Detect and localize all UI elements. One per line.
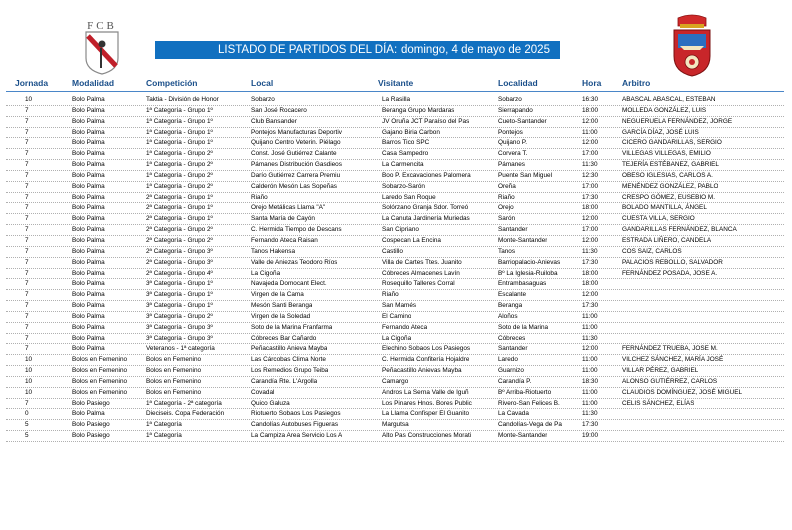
cell-hora: 12:00 — [582, 215, 598, 223]
cell-local: Orejo Metálicas Llama "A" — [251, 204, 326, 212]
cell-visitante: Camargo — [382, 377, 409, 385]
cell-arbitro: MOLLEDA GONZÁLEZ, LUIS — [622, 106, 707, 114]
cell-competicion: 3ª Categoría - Grupo 2º — [146, 312, 213, 320]
cell-modalidad: Bolo Palma — [72, 150, 105, 158]
cell-visitante: Castillo — [382, 247, 403, 255]
cell-visitante: San Cipriano — [382, 226, 419, 234]
cell-jornada: 10 — [25, 96, 33, 103]
cell-visitante: La Cigoña — [382, 334, 412, 342]
cell-jornada: 7 — [25, 399, 29, 407]
cell-hora: 12:30 — [582, 171, 598, 179]
cell-arbitro: VILLEGAS VILLEGAS, EMILIO — [622, 150, 711, 158]
header-arbitro: Arbitro — [622, 78, 651, 88]
cell-modalidad: Bolo Palma — [72, 236, 105, 244]
cell-jornada: 7 — [25, 280, 29, 288]
cell-competicion: 1ª Categoría — [146, 432, 182, 440]
cell-localidad: Santander — [498, 345, 528, 353]
cell-modalidad: Bolo Pasiego — [72, 421, 110, 429]
cell-hora: 11:00 — [582, 323, 598, 331]
cell-local: Navajeda Domocant Elect. — [251, 280, 327, 288]
cell-visitante: La Rasilla — [382, 96, 411, 103]
cell-localidad: Guarnizo — [498, 367, 524, 375]
cell-visitante: Peñacastillo Anievas Mayba — [382, 367, 462, 375]
cell-competicion: 1ª Categoría - Grupo 2º — [146, 150, 213, 158]
cell-jornada: 7 — [25, 182, 29, 190]
cell-local: Peñacastillo Anieva Mayba — [251, 345, 328, 353]
banner-date: domingo, 4 de mayo de 2025 — [401, 44, 550, 56]
table-row — [0, 214, 792, 225]
table-row — [0, 95, 792, 106]
cell-modalidad: Bolo Palma — [72, 269, 105, 277]
cell-local: Riotuerto Sobaos Los Pasiegos — [251, 410, 341, 418]
cell-localidad: Carandía P. — [498, 377, 532, 385]
cell-local: Tanos Hakensa — [251, 247, 296, 255]
cell-localidad: Sarón — [498, 215, 516, 223]
cell-local: Sobarzo — [251, 96, 275, 103]
cell-jornada: 7 — [25, 161, 29, 169]
table-row — [0, 290, 792, 301]
cell-local: Riaño — [251, 193, 268, 201]
cell-modalidad: Bolo Palma — [72, 106, 105, 114]
cell-modalidad: Bolo Palma — [72, 410, 105, 418]
cell-visitante: Sobarzo-Sarón — [382, 182, 425, 190]
table-row — [0, 203, 792, 214]
cell-arbitro: PALACIOS REBOLLO, SALVADOR — [622, 258, 723, 266]
cell-arbitro: COS SAIZ, CARLOS — [622, 247, 682, 255]
cell-competicion: 3ª Categoría - Grupo 1º — [146, 302, 213, 310]
cell-competicion: Bolos en Femenino — [146, 356, 202, 364]
cell-competicion: 1ª Categoría — [146, 421, 182, 429]
cell-localidad: Tanos — [498, 247, 516, 255]
cell-modalidad: Bolo Palma — [72, 345, 105, 353]
cell-jornada: 7 — [25, 139, 29, 147]
cell-localidad: Aloños — [498, 312, 518, 320]
cell-localidad: Corvera T. — [498, 150, 528, 158]
cell-hora: 17:00 — [582, 150, 598, 158]
cell-modalidad: Bolo Palma — [72, 128, 105, 136]
cell-localidad: Entrambasaguas — [498, 280, 547, 288]
cell-competicion: 1ª Categoría - Grupo 1º — [146, 117, 213, 125]
cell-visitante: Fernando Ateca — [382, 323, 428, 331]
cell-hora: 11:00 — [582, 128, 598, 136]
cell-jornada: 7 — [25, 312, 29, 320]
cell-hora: 17:30 — [582, 421, 598, 429]
cell-localidad: Santander — [498, 226, 528, 234]
table-row — [0, 236, 792, 247]
cell-jornada: 7 — [25, 236, 29, 244]
table-row — [0, 171, 792, 182]
cell-modalidad: Bolos en Femenino — [72, 388, 128, 396]
cell-jornada: 7 — [25, 247, 29, 255]
cell-local: Const. José Gutiérrez Calante — [251, 150, 337, 158]
cell-jornada: 7 — [25, 106, 29, 114]
cell-jornada: 7 — [25, 193, 29, 201]
cell-arbitro: CICERO GANDARILLAS, SERGIO — [622, 139, 722, 147]
cell-arbitro: ESTRADA LIÑERO, CANDELA — [622, 236, 712, 244]
cell-competicion: 1ª Categoría - Grupo 2º — [146, 171, 213, 179]
cell-localidad: Sierrapando — [498, 106, 533, 114]
cell-jornada: 10 — [25, 356, 33, 364]
cell-jornada: 7 — [25, 226, 29, 234]
cell-modalidad: Bolo Palma — [72, 96, 105, 103]
cell-local: Fernando Ateca Raisan — [251, 236, 318, 244]
cell-competicion: Veteranos - 1ª categoría — [146, 345, 215, 353]
cell-hora: 12:00 — [582, 236, 598, 244]
cell-jornada: 7 — [25, 345, 29, 353]
cell-arbitro: CELIS SÁNCHEZ, ELÍAS — [622, 399, 695, 407]
cell-competicion: 1ª Categoría - Grupo 1º — [146, 139, 213, 147]
cell-visitante: Laredo San Roque — [382, 193, 436, 201]
cell-visitante: C. Hermida Confitería Hojaldre — [382, 356, 470, 364]
cell-competicion: 2ª Categoría - Grupo 1º — [146, 204, 213, 212]
cell-visitante: La Llama Confisper El Guanito — [382, 410, 470, 418]
cell-localidad: Oreña — [498, 182, 516, 190]
cell-local: Darío Gutiérrez Carrera Premiu — [251, 171, 341, 179]
cell-hora: 12:00 — [582, 139, 598, 147]
cell-jornada: 7 — [25, 323, 29, 331]
title-banner — [155, 41, 560, 59]
table-row — [0, 138, 792, 149]
cell-modalidad: Bolos en Femenino — [72, 377, 128, 385]
cell-visitante: Gajano Biria Carbon — [382, 128, 440, 136]
cell-visitante: Margutsa — [382, 421, 409, 429]
cell-localidad: Bº La Iglesia-Ruiloba — [498, 269, 558, 277]
table-row — [0, 301, 792, 312]
cell-visitante: Rosequillo Talleres Corral — [382, 280, 455, 288]
cell-arbitro: GARCÍA DÍAZ, JOSÉ LUIS — [622, 128, 699, 136]
cell-modalidad: Bolo Palma — [72, 161, 105, 169]
cell-arbitro: VILCHEZ SÁNCHEZ, MARÍA JOSÉ — [622, 356, 724, 364]
cell-competicion: Bolos en Femenino — [146, 388, 202, 396]
svg-text:FCB: FCB — [87, 20, 117, 32]
cell-modalidad: Bolo Palma — [72, 193, 105, 201]
cell-arbitro: FERNÁNDEZ POSADA, JOSE A. — [622, 269, 718, 277]
table-row — [0, 269, 792, 280]
cell-local: La Cigoña — [251, 269, 281, 277]
cell-jornada: 10 — [25, 367, 33, 375]
cell-competicion: 2ª Categoría - Grupo 3º — [146, 247, 213, 255]
table-row — [0, 366, 792, 377]
cell-visitante: Alto Pas Construcciones Morati — [382, 432, 472, 440]
table-row — [0, 431, 792, 442]
cell-modalidad: Bolo Palma — [72, 226, 105, 234]
cell-jornada: 7 — [25, 258, 29, 266]
header-visitante: Visitante — [378, 78, 414, 88]
table-row — [0, 279, 792, 290]
cell-arbitro: FERNÁNDEZ TRUEBA, JOSE M. — [622, 345, 718, 353]
cell-hora: 12:00 — [582, 345, 598, 353]
cell-modalidad: Bolo Palma — [72, 302, 105, 310]
cell-modalidad: Bolo Palma — [72, 171, 105, 179]
cell-localidad: Beranga — [498, 302, 523, 310]
cell-competicion: 2ª Categoría - Grupo 1º — [146, 215, 213, 223]
cell-competicion: 1ª Categoría - Grupo 1º — [146, 128, 213, 136]
cell-modalidad: Bolo Palma — [72, 215, 105, 223]
cell-modalidad: Bolo Palma — [72, 258, 105, 266]
cell-localidad: Monte-Santander — [498, 236, 548, 244]
header-localidad: Localidad — [498, 78, 538, 88]
header-competicion: Competición — [146, 78, 198, 88]
cell-modalidad: Bolo Pasiego — [72, 399, 110, 407]
cell-modalidad: Bolo Palma — [72, 291, 105, 299]
cell-modalidad: Bolo Palma — [72, 139, 105, 147]
cell-hora: 17:30 — [582, 258, 598, 266]
cell-arbitro: GANDARILLAS FERNÁNDEZ, BLANCA — [622, 226, 737, 234]
cell-competicion: 1ª Categoría - Grupo 2º — [146, 161, 213, 169]
cell-hora: 17:30 — [582, 193, 598, 201]
cell-arbitro: ALONSO GUTIÉRREZ, CARLOS — [622, 377, 718, 385]
cell-jornada: 7 — [25, 117, 29, 125]
table-row — [0, 323, 792, 334]
cell-arbitro: OBESO IGLESIAS, CARLOS A. — [622, 171, 713, 179]
cell-modalidad: Bolo Palma — [72, 182, 105, 190]
cell-hora: 11:00 — [582, 356, 598, 364]
cell-localidad: Candolías-Vega de Pa — [498, 421, 562, 429]
header-hora: Hora — [582, 78, 602, 88]
cell-localidad: Quijano P. — [498, 139, 528, 147]
cell-localidad: Pámanes — [498, 161, 525, 169]
cell-local: Virgen de la Soledad — [251, 312, 311, 320]
cell-localidad: Sobarzo — [498, 96, 522, 103]
cell-hora: 11:30 — [582, 334, 598, 342]
cell-arbitro: TEJERÍA ESTÉBANEZ, GABRIEL — [622, 161, 719, 169]
cell-local: Quijano Centro Veterin. Piélago — [251, 139, 341, 147]
cell-visitante: Andros La Serna Valle de Iguñ — [382, 388, 469, 396]
cell-local: La Campiza Area Servicio Los A — [251, 432, 343, 440]
cell-competicion: 1ª Categoría - 2ª categoría — [146, 399, 222, 407]
cell-local: Santa María de Cayón — [251, 215, 315, 223]
cell-localidad: La Cavada — [498, 410, 529, 418]
cell-local: San José Rocacero — [251, 106, 307, 114]
cell-arbitro: VILLAR PÉREZ, GABRIEL — [622, 367, 699, 375]
cell-hora: 18:00 — [582, 269, 598, 277]
cell-jornada: 7 — [25, 334, 29, 342]
cell-local: Las Cárcobas Clima Norte — [251, 356, 326, 364]
cell-hora: 11:30 — [582, 410, 598, 418]
cell-modalidad: Bolo Palma — [72, 117, 105, 125]
cell-hora: 12:00 — [582, 291, 598, 299]
cell-localidad: Cóbreces — [498, 334, 526, 342]
cell-local: Soto de la Marina Franfarma — [251, 323, 333, 331]
cell-visitante: La Carmencita — [382, 161, 424, 169]
cell-local: Quico Galuza — [251, 399, 290, 407]
cell-jornada: 7 — [25, 302, 29, 310]
cell-competicion: 2ª Categoría - Grupo 4º — [146, 269, 213, 277]
cell-competicion: 2ª Categoría - Grupo 2º — [146, 226, 213, 234]
cell-local: Mesón Santi Beranga — [251, 302, 313, 310]
cell-jornada: 0 — [25, 410, 29, 418]
cell-modalidad: Bolos en Femenino — [72, 356, 128, 364]
cell-hora: 11:00 — [582, 312, 598, 320]
cell-hora: 17:00 — [582, 226, 598, 234]
cell-arbitro: CRESPO GÓMEZ, EUSEBIO M. — [622, 193, 716, 201]
cell-modalidad: Bolo Palma — [72, 323, 105, 331]
cell-hora: 18:00 — [582, 106, 598, 114]
cell-jornada: 7 — [25, 150, 29, 158]
cell-competicion: 3ª Categoría - Grupo 3º — [146, 323, 213, 331]
table-row — [0, 334, 792, 345]
cell-visitante: Barros Tico SPC — [382, 139, 430, 147]
cell-visitante: San Mamés — [382, 302, 417, 310]
cell-visitante: Cóbreces Almacenes Lavín — [382, 269, 460, 277]
matches-table — [0, 95, 792, 442]
cell-competicion: 1ª Categoría - Grupo 2º — [146, 182, 213, 190]
cell-competicion: 2ª Categoría - Grupo 3º — [146, 258, 213, 266]
cell-local: Cóbreces Bar Cañardo — [251, 334, 317, 342]
table-row — [0, 312, 792, 323]
cell-modalidad: Bolo Palma — [72, 280, 105, 288]
cell-arbitro: MENÉNDEZ GONZÁLEZ, PABLO — [622, 182, 719, 190]
cell-modalidad: Bolo Palma — [72, 204, 105, 212]
cell-localidad: Rivero-San Felices B. — [498, 399, 560, 407]
cell-local: Carandía Rte. L'Argolla — [251, 377, 318, 385]
table-row — [0, 409, 792, 420]
cell-jornada: 7 — [25, 128, 29, 136]
cell-local: Calderón Mesón Las Sopeñas — [251, 182, 337, 190]
cell-hora: 11:00 — [582, 399, 598, 407]
cell-competicion: 3ª Categoría - Grupo 1º — [146, 280, 213, 288]
cell-localidad: Laredo — [498, 356, 518, 364]
cell-local: Los Remedios Grupo Teiba — [251, 367, 329, 375]
header-modalidad: Modalidad — [72, 78, 115, 88]
cell-localidad: Puente San Miguel — [498, 171, 553, 179]
cell-visitante: Los Pinares Hnos. Bores Public — [382, 399, 472, 407]
cell-modalidad: Bolos en Femenino — [72, 367, 128, 375]
cell-jornada: 10 — [25, 377, 33, 385]
cell-localidad: Bº Arriba-Riotuerto — [498, 388, 552, 396]
cell-hora: 11:00 — [582, 367, 598, 375]
cell-local: Covadal — [251, 388, 275, 396]
cell-local: Virgen de la Cama — [251, 291, 304, 299]
table-row — [0, 128, 792, 139]
cell-jornada: 5 — [25, 432, 29, 440]
table-row — [0, 160, 792, 171]
cell-arbitro: ABASCAL ABASCAL, ESTEBAN — [622, 96, 716, 103]
cell-jornada: 7 — [25, 215, 29, 223]
cell-visitante: Beranga Grupo Mardaras — [382, 106, 455, 114]
cell-visitante: Solórzano Granja Sdor. Torreó — [382, 204, 469, 212]
header-divider — [6, 91, 784, 92]
cell-modalidad: Bolo Palma — [72, 247, 105, 255]
cell-arbitro: NEGUERUELA FERNÁNDEZ, JORGE — [622, 117, 733, 125]
cell-hora: 12:00 — [582, 117, 598, 125]
cell-hora: 11:30 — [582, 161, 598, 169]
cell-visitante: El Camino — [382, 312, 412, 320]
cell-competicion: 2ª Categoría - Grupo 2º — [146, 236, 213, 244]
cell-local: Pámanes Distribución Gasdieos — [251, 161, 342, 169]
table-row — [0, 106, 792, 117]
cell-visitante: Riaño — [382, 291, 399, 299]
cell-competicion: 3ª Categoría - Grupo 1º — [146, 291, 213, 299]
coat-of-arms-logo — [670, 14, 714, 78]
fcb-logo — [80, 18, 124, 76]
table-row — [0, 377, 792, 388]
cell-local: Pontejos Manufacturas Deportiv — [251, 128, 342, 136]
cell-arbitro: CUESTA VILLA, SERGIO — [622, 215, 695, 223]
cell-modalidad: Bolo Pasiego — [72, 432, 110, 440]
cell-jornada: 7 — [25, 269, 29, 277]
cell-localidad: Escalante — [498, 291, 527, 299]
cell-localidad: Orejo — [498, 204, 514, 212]
table-row — [0, 193, 792, 204]
cell-hora: 18:30 — [582, 377, 598, 385]
table-row — [0, 182, 792, 193]
cell-visitante: JV Oruña JCT Paraíso del Pas — [382, 117, 470, 125]
cell-hora: 17:00 — [582, 182, 598, 190]
cell-jornada: 7 — [25, 291, 29, 299]
cell-modalidad: Bolo Palma — [72, 312, 105, 320]
cell-localidad: Barriopalacio-Anievas — [498, 258, 561, 266]
table-row — [0, 225, 792, 236]
table-row — [0, 388, 792, 399]
cell-competicion: 3ª Categoría - Grupo 3º — [146, 334, 213, 342]
cell-visitante: Cospecan La Encina — [382, 236, 441, 244]
cell-local: Club Bansander — [251, 117, 297, 125]
cell-localidad: Monte-Santander — [498, 432, 548, 440]
cell-localidad: Pontejos — [498, 128, 523, 136]
cell-visitante: Boo P. Excavaciones Palomera — [382, 171, 471, 179]
cell-competicion: 2ª Categoría - Grupo 1º — [146, 193, 213, 201]
cell-competicion: Bolos en Femenino — [146, 377, 202, 385]
table-row — [0, 258, 792, 269]
cell-local: Candolías Autobuses Figueras — [251, 421, 339, 429]
cell-visitante: Elechino Sobaos Los Pasiegos — [382, 345, 471, 353]
cell-hora: 17:30 — [582, 302, 598, 310]
cell-visitante: Casa Sampedro — [382, 150, 429, 158]
table-row — [0, 420, 792, 431]
cell-hora: 18:00 — [582, 280, 598, 288]
header-jornada: Jornada — [15, 78, 49, 88]
table-row — [0, 247, 792, 258]
cell-competicion: Taktia - División de Honor — [146, 96, 219, 103]
cell-jornada: 5 — [25, 421, 29, 429]
cell-arbitro: BOLADO MANTILLA, ÁNGEL — [622, 204, 707, 212]
cell-jornada: 10 — [25, 388, 33, 396]
cell-visitante: La Canuta Jardinería Muriedas — [382, 215, 470, 223]
cell-competicion: Dieciseis. Copa Federación — [146, 410, 225, 418]
cell-modalidad: Bolo Palma — [72, 334, 105, 342]
table-row — [0, 355, 792, 366]
cell-local: C. Hermida Tiempo de Descans — [251, 226, 342, 234]
table-row — [0, 399, 792, 410]
cell-hora: 11:00 — [582, 388, 598, 396]
cell-competicion: 1ª Categoría - Grupo 1º — [146, 106, 213, 114]
cell-localidad: Soto de la Marina — [498, 323, 549, 331]
cell-arbitro: CLAUDIOS DOMÍNGUEZ, JOSÉ MIGUEL — [622, 388, 743, 396]
cell-competicion: Bolos en Femenino — [146, 367, 202, 375]
cell-hora: 11:30 — [582, 247, 598, 255]
table-row — [0, 149, 792, 160]
cell-jornada: 7 — [25, 171, 29, 179]
cell-hora: 19:00 — [582, 432, 598, 440]
banner-title: LISTADO DE PARTIDOS DEL DÍA: — [218, 44, 398, 56]
cell-localidad: Riaño — [498, 193, 515, 201]
header-local: Local — [251, 78, 274, 88]
cell-local: Valle de Aniezas Teodoro Ríos — [251, 258, 338, 266]
cell-hora: 16:30 — [582, 96, 598, 103]
cell-visitante: Villa de Cartes Ttes. Juanito — [382, 258, 462, 266]
cell-jornada: 7 — [25, 204, 29, 212]
table-row — [0, 344, 792, 355]
cell-hora: 18:00 — [582, 204, 598, 212]
cell-localidad: Cueto-Santander — [498, 117, 547, 125]
table-row — [0, 117, 792, 128]
